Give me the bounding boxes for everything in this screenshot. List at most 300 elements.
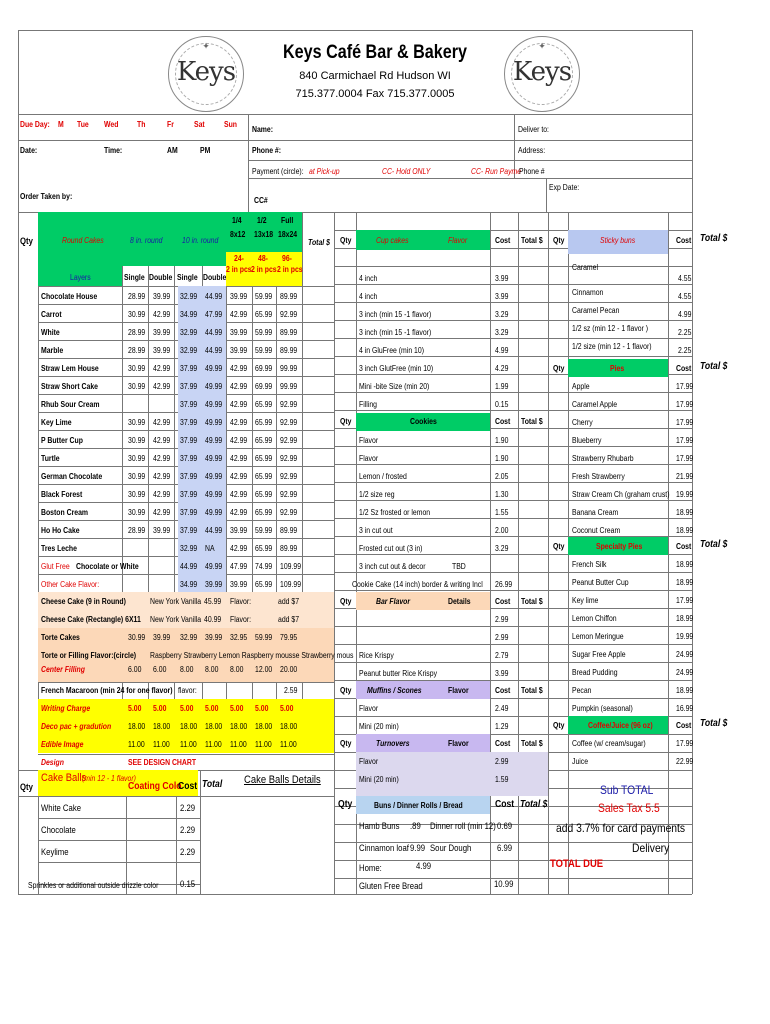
edible-price: 11.00: [280, 740, 297, 749]
cake-total-input[interactable]: [303, 432, 333, 449]
sticky-row-cost: 4.55: [678, 292, 692, 301]
cake-qty-input[interactable]: [19, 378, 37, 395]
sticky-row-cost: 4.99: [678, 310, 692, 319]
sticky-row-cost: 2.25: [678, 328, 692, 337]
row-name: Apple: [572, 382, 590, 391]
grid-line: [334, 464, 692, 465]
row-name: Blueberry: [572, 436, 602, 445]
cake-total-input[interactable]: [303, 414, 333, 431]
cake-price: 39.99: [205, 580, 223, 589]
cake-price: 30.99: [128, 364, 146, 373]
deco-price: 18.00: [230, 722, 248, 731]
cookies-title: Cookies: [410, 417, 437, 426]
cake-price: 28.99: [128, 526, 146, 535]
cake-qty-input[interactable]: [19, 342, 37, 359]
row-cost: 17.99: [676, 454, 694, 463]
cake-price: 49.99: [205, 364, 223, 373]
row-name: Mini (20 min): [359, 775, 399, 784]
design-value: SEE DESIGN CHART: [128, 758, 197, 767]
grid-line: [18, 114, 692, 115]
row-cost: 19.99: [676, 632, 694, 641]
row-name: Cherry: [572, 418, 593, 427]
torte-price: 30.99: [128, 633, 146, 642]
row-cost: 3.29: [495, 310, 509, 319]
cake-price: 49.99: [205, 508, 223, 517]
cake-qty-input[interactable]: [19, 288, 37, 305]
deco-price: 18.00: [205, 722, 223, 731]
cakeball-row-name: Keylime: [41, 847, 69, 857]
grid-line: [334, 860, 692, 861]
cheese-round-flavor-label: Flavor:: [230, 597, 252, 606]
cake-row-8-name: P Butter Cup: [41, 436, 83, 445]
row-cost: 19.99: [676, 490, 694, 499]
pay-run-option[interactable]: CC- Run Payme: [471, 167, 522, 176]
cake-row-16-name: Other Cake Flavor:: [41, 580, 100, 589]
half-sheet-header: 1/2: [257, 216, 267, 225]
cake-price: 30.99: [128, 454, 146, 463]
cake-price: 39.99: [230, 292, 248, 301]
cake-price: 42.99: [153, 382, 171, 391]
cake-price: 92.99: [280, 436, 298, 445]
card-fee-label: add 3.7% for card payments: [556, 821, 686, 835]
grid-line: [200, 770, 201, 894]
cake-total-input[interactable]: [303, 540, 333, 557]
grid-line: [248, 114, 249, 212]
grid-line: [334, 284, 692, 285]
cake-price: 42.99: [230, 472, 248, 481]
24-pcs: 24-: [234, 254, 244, 263]
cookie-cake-label: Cookie Cake (14 inch) border & writing Incl: [352, 580, 483, 589]
cake-qty-input[interactable]: [19, 324, 37, 341]
row-name: 4 in GluFree (min 10): [359, 346, 425, 355]
round-cakes-header: Round Cakes: [62, 236, 104, 245]
name-field[interactable]: [300, 118, 510, 135]
row-cost: 16.99: [676, 704, 694, 713]
cake-price: 42.99: [230, 490, 248, 499]
day-option-th[interactable]: Th: [137, 120, 146, 129]
deco-price: 18.00: [280, 722, 298, 731]
grid-line: [248, 160, 692, 161]
grid-line: [546, 178, 547, 212]
pay-hold-option[interactable]: CC- Hold ONLY: [382, 167, 431, 176]
cakeball-row-name: Chocolate: [41, 825, 76, 835]
cakeballs-min: (min 12 - 1 flavor): [82, 774, 136, 783]
grid-line: [334, 662, 692, 663]
grid-line: [692, 212, 693, 894]
pies-title: Pies: [610, 364, 625, 373]
sticky-cost: Cost: [676, 236, 692, 245]
muffins-flavor: Flavor: [448, 686, 469, 695]
cake-total-input[interactable]: [303, 396, 333, 413]
cake-price: 65.99: [255, 472, 273, 481]
cake-qty-input[interactable]: [19, 522, 37, 539]
grid-line: [38, 862, 200, 863]
edible-price: 11.00: [153, 740, 170, 749]
cake-price: 37.99: [180, 364, 198, 373]
row-name: 1/2 size reg: [359, 490, 395, 499]
exp-date-label: Exp Date:: [549, 183, 580, 192]
day-option-wed[interactable]: Wed: [104, 120, 119, 129]
cake-price: 30.99: [128, 436, 146, 445]
cake-price: 92.99: [280, 454, 298, 463]
quarter-sheet-size: 8x12: [230, 230, 246, 239]
cake-price: 39.99: [153, 526, 171, 535]
sticky-row-cost: 2.25: [678, 346, 692, 355]
cake-total-input[interactable]: [303, 522, 333, 539]
cake-price: 32.99: [180, 328, 198, 337]
phone-field[interactable]: [300, 140, 510, 157]
edible-price: 11.00: [230, 740, 247, 749]
gluten-cost: 10.99: [494, 879, 514, 889]
cake-price: 42.99: [230, 400, 248, 409]
cake-price: 39.99: [153, 346, 171, 355]
writing-price: 5.00: [230, 704, 244, 713]
cake-total-header: Total $: [308, 238, 330, 247]
cake-qty-input[interactable]: [19, 558, 37, 575]
hamb-label: Hamb Buns: [359, 821, 400, 831]
pcs-full: 2 in pcs: [277, 265, 303, 274]
cakeballs-total-header: Total: [202, 779, 223, 790]
row-name: Lemon Chiffon: [572, 614, 617, 623]
cake-price: 49.99: [205, 490, 223, 499]
cake-total-input[interactable]: [303, 306, 333, 323]
coffee-total: Total $: [700, 718, 728, 729]
barflavor-cost: Cost: [495, 597, 511, 606]
turnovers-cost: Cost: [495, 739, 511, 748]
cookies-qty-header: Qty: [340, 417, 352, 426]
cake-price: 49.99: [205, 562, 223, 571]
cake-total-input[interactable]: [303, 486, 333, 503]
cake-total-input[interactable]: [303, 324, 333, 341]
cake-qty-input[interactable]: [19, 360, 37, 377]
cc-field[interactable]: [270, 190, 540, 207]
full-sheet-size: 18x24: [278, 230, 298, 239]
cupcakes-title: Cup cakes: [376, 236, 409, 245]
cakeballs-cost-header: Cost: [178, 781, 198, 792]
48-pcs: 48-: [258, 254, 268, 263]
cake-price: 59.99: [255, 292, 273, 301]
cake-price: 49.99: [205, 400, 223, 409]
cake-price: 49.99: [205, 472, 223, 481]
cinnamon-cost: 9.99: [410, 843, 426, 853]
cake-qty-input[interactable]: [19, 450, 37, 467]
row-name: Coconut Cream: [572, 526, 621, 535]
sticky-row-cost: 4.55: [678, 274, 692, 283]
row-name: Lemon Meringue: [572, 632, 624, 641]
layers-header: Layers: [70, 273, 91, 282]
grid-line: [334, 482, 692, 483]
row-name: Frosted cut out (3 in): [359, 544, 423, 553]
qty-header: Qty: [20, 236, 33, 246]
row-cost: 2.49: [495, 704, 509, 713]
row-name: Peanut butter Rice Krispy: [359, 669, 438, 678]
row-name: 4 inch: [359, 292, 378, 301]
cookies-total: Total $: [521, 417, 543, 426]
cheese-round-add: add $7: [278, 597, 300, 606]
deco-price: 18.00: [180, 722, 198, 731]
cake-qty-input[interactable]: [19, 396, 37, 413]
cake-total-input[interactable]: [303, 504, 333, 521]
row-cost: 1.30: [495, 490, 509, 499]
cake-price: 30.99: [128, 508, 146, 517]
due-day-label: Due Day:: [20, 120, 50, 129]
row-name: Caramel Apple: [572, 400, 618, 409]
cake-price: 42.99: [230, 310, 248, 319]
cake-row-2-name: White: [41, 328, 60, 337]
cake-price: 37.99: [180, 400, 198, 409]
row-name: 3 inch GlutFree (min 10): [359, 364, 434, 373]
pies-cost: Cost: [676, 364, 692, 373]
cheese-rect-flavor-label: Flavor:: [230, 615, 252, 624]
row-cost: 24.99: [676, 668, 694, 677]
cake-qty-input[interactable]: [19, 414, 37, 431]
cake-price: 92.99: [280, 472, 298, 481]
cake-price: 92.99: [280, 400, 298, 409]
hamb-cost: .89: [410, 821, 421, 831]
cheese-rect-label: Cheese Cake (Rectangle) 6X11: [41, 615, 141, 624]
cake-price: 92.99: [280, 490, 298, 499]
cake-price: 44.99: [205, 526, 223, 535]
specialty-title: Specialty Pies: [596, 542, 643, 551]
cake-price: 39.99: [153, 292, 171, 301]
sticky-title: Sticky buns: [600, 236, 636, 245]
row-name: Key lime: [572, 596, 599, 605]
grid-line: [18, 30, 692, 31]
grid-line: [334, 446, 692, 447]
row-name: 3 inch (min 15 -1 flavor): [359, 328, 432, 337]
cookie-cake-cost: 26.99: [495, 580, 513, 589]
cake-total-input[interactable]: [303, 558, 333, 575]
sticky-total: Total $: [700, 233, 728, 244]
macaroon-price: 2.59: [284, 686, 298, 695]
cake-price: 109.99: [280, 562, 302, 571]
torte-price: 32.99: [180, 633, 198, 642]
phone-label: Phone #:: [252, 146, 282, 155]
row-cost: 1.55: [495, 508, 509, 517]
deco-label: Deco pac + gradution: [41, 722, 112, 731]
cakeball-row-cost: 2.29: [180, 803, 196, 813]
delivery-label: Delivery: [632, 841, 670, 855]
cake-total-input[interactable]: [303, 360, 333, 377]
row-name: Strawberry Rhubarb: [572, 454, 634, 463]
cake-price: 89.99: [280, 526, 298, 535]
keys-logo-right: ✦ Keys: [504, 36, 580, 112]
cake-qty-input[interactable]: [19, 486, 37, 503]
cake-price: 32.99: [180, 346, 198, 355]
cake-price: 42.99: [230, 364, 248, 373]
cake-qty-input[interactable]: [19, 576, 37, 593]
row-name: Flavor: [359, 704, 379, 713]
cake-price: 47.99: [230, 562, 248, 571]
address-label: Address:: [518, 146, 546, 155]
cake-price: 44.99: [205, 292, 223, 301]
cookie-tbd: TBD: [452, 562, 466, 571]
grid-line: [334, 266, 692, 267]
sticky-row-name: Caramel: [572, 263, 599, 272]
cake-row-10-name: German Chocolate: [41, 472, 103, 481]
row-name: Rice Krispy: [359, 651, 394, 660]
pay-pickup-option[interactable]: at Pick-up: [309, 167, 340, 176]
cake-qty-input[interactable]: [19, 432, 37, 449]
macaroon-flavor: flavor:: [178, 686, 197, 695]
deliver-field[interactable]: [560, 118, 690, 135]
edible-price: 11.00: [255, 740, 272, 749]
cake-price: 44.99: [180, 562, 198, 571]
cake-total-input[interactable]: [303, 288, 333, 305]
row-cost: 18.99: [676, 578, 694, 587]
row-name: Mini -bite Size (min 20): [359, 382, 430, 391]
cc-label: CC#: [254, 196, 268, 205]
cake-qty-input[interactable]: [19, 540, 37, 557]
center-price: 20.00: [280, 665, 298, 674]
row-cost: 17.99: [676, 436, 694, 445]
cake-price: 42.99: [153, 472, 171, 481]
cupcakes-total: Total $: [521, 236, 543, 245]
pies-total: Total $: [700, 361, 728, 372]
home-cost: 4.99: [416, 861, 432, 871]
cake-total-input[interactable]: [303, 378, 333, 395]
day-option-sat[interactable]: Sat: [194, 120, 205, 129]
cake-price: 65.99: [255, 400, 273, 409]
barflavor-total: Total $: [521, 597, 543, 606]
cake-price: 39.99: [230, 580, 248, 589]
half-sheet-size: 13x18: [254, 230, 274, 239]
row-name: Filling: [359, 400, 377, 409]
total-due-label: TOTAL DUE: [550, 858, 604, 870]
cake-qty-input[interactable]: [19, 468, 37, 485]
grid-line: [668, 212, 669, 894]
day-option-sun[interactable]: Sun: [224, 120, 237, 129]
cake-qty-input[interactable]: [19, 504, 37, 521]
grid-line: [334, 644, 692, 645]
turnovers-total: Total $: [521, 739, 543, 748]
cake-price: 39.99: [230, 346, 248, 355]
cake-row-6-name: Rhub Sour Cream: [41, 400, 100, 409]
am-option[interactable]: AM: [167, 146, 178, 155]
writing-label: Writing Charge: [41, 704, 91, 713]
cake-total-input[interactable]: [303, 450, 333, 467]
coffee-cost: Cost: [676, 721, 692, 730]
row-name: Pumpkin (seasonal): [572, 704, 633, 713]
day-option-fr[interactable]: Fr: [167, 120, 174, 129]
writing-price: 5.00: [128, 704, 142, 713]
pm-option[interactable]: PM: [200, 146, 211, 155]
cake-row-5-name: Straw Short Cake: [41, 382, 98, 391]
glut-free-options: Chocolate or White: [76, 562, 139, 571]
row-cost: 2.79: [495, 651, 509, 660]
cake-qty-input[interactable]: [19, 306, 37, 323]
deco-price: 18.00: [153, 722, 171, 731]
cake-price: 65.99: [255, 310, 273, 319]
macaroon-label: French Macaroon (min 24 for one flavor): [41, 686, 173, 695]
10in-header: 10 in. round: [182, 236, 219, 245]
cheese-round-price: 45.99: [204, 597, 222, 606]
cupcakes-flavor: Flavor: [448, 236, 468, 245]
row-name: Flavor: [359, 454, 379, 463]
cake-price: 30.99: [128, 310, 146, 319]
center-price: 8.00: [230, 665, 244, 674]
cake-price: 28.99: [128, 292, 146, 301]
single-8-header: Single: [124, 273, 145, 282]
torte-price: 39.99: [205, 633, 223, 642]
row-cost: 18.99: [676, 614, 694, 623]
cake-price: 30.99: [128, 472, 146, 481]
cake-price: 28.99: [128, 346, 146, 355]
name-label: Name:: [252, 125, 274, 134]
cake-price: 92.99: [280, 418, 298, 427]
cake-price: 49.99: [205, 454, 223, 463]
cake-price: 37.99: [180, 526, 198, 535]
dinner-label: Dinner roll (min 12): [430, 821, 496, 831]
order-taken-label: Order Taken by:: [20, 192, 73, 201]
cake-price: 32.99: [180, 544, 198, 553]
cake-total-input[interactable]: [303, 576, 333, 593]
torte-price: 59.99: [255, 633, 273, 642]
day-option-tue[interactable]: Tue: [77, 120, 89, 129]
cake-price: 42.99: [153, 310, 171, 319]
grid-line: [38, 754, 334, 755]
cake-total-input[interactable]: [303, 468, 333, 485]
sticky-row-name: 1/2 size (min 12 - 1 flavor): [572, 342, 652, 351]
row-name: Mini (20 min): [359, 722, 399, 731]
grid-line: [334, 338, 692, 339]
center-price: 8.00: [180, 665, 194, 674]
edible-label: Edible Image: [41, 740, 84, 749]
cake-price: 37.99: [180, 490, 198, 499]
cake-total-input[interactable]: [303, 342, 333, 359]
cake-price: 42.99: [230, 382, 248, 391]
cake-price: 59.99: [255, 526, 273, 535]
cake-price: 42.99: [230, 454, 248, 463]
turnovers-flavor: Flavor: [448, 739, 469, 748]
cake-price: 42.99: [230, 436, 248, 445]
torte-price: 39.99: [153, 633, 171, 642]
torte-price: 79.95: [280, 633, 298, 642]
row-cost: 1.90: [495, 436, 509, 445]
cakeball-row-cost: 2.29: [180, 825, 196, 835]
sour-label: Sour Dough: [430, 843, 472, 853]
day-option-m[interactable]: M: [58, 120, 64, 129]
cake-price: 42.99: [153, 490, 171, 499]
sales-tax-label: Sales Tax 5.5: [598, 801, 660, 815]
cake-price: 49.99: [205, 382, 223, 391]
cake-row-9-name: Turtle: [41, 454, 60, 463]
cake-price: 42.99: [230, 418, 248, 427]
quarter-sheet-header: 1/4: [232, 216, 242, 225]
date-label: Date:: [20, 146, 38, 155]
row-name: Fresh Strawberry: [572, 472, 625, 481]
cake-price: 37.99: [180, 472, 198, 481]
address-field[interactable]: [560, 140, 690, 157]
row-name: Flavor: [359, 436, 379, 445]
cake-price: 47.99: [205, 310, 223, 319]
bakery-address: 840 Carmichael Rd Hudson WI: [299, 70, 451, 82]
center-price: 6.00: [128, 665, 142, 674]
cakeballs-qty-header: Qty: [20, 782, 33, 792]
cheese-rect-flavor: New York Vanilla: [150, 615, 202, 624]
double-8-header: Double: [149, 273, 173, 282]
row-cost: 4.99: [495, 346, 509, 355]
cake-price: 65.99: [255, 436, 273, 445]
cake-price: 42.99: [153, 364, 171, 373]
grid-line: [38, 818, 200, 819]
cake-price: 37.99: [180, 382, 198, 391]
cake-price: 30.99: [128, 418, 146, 427]
order-taken-field[interactable]: [100, 186, 240, 203]
specialty-cost: Cost: [676, 542, 692, 551]
buns-total: Total $: [520, 799, 548, 810]
row-name: Pecan: [572, 686, 592, 695]
